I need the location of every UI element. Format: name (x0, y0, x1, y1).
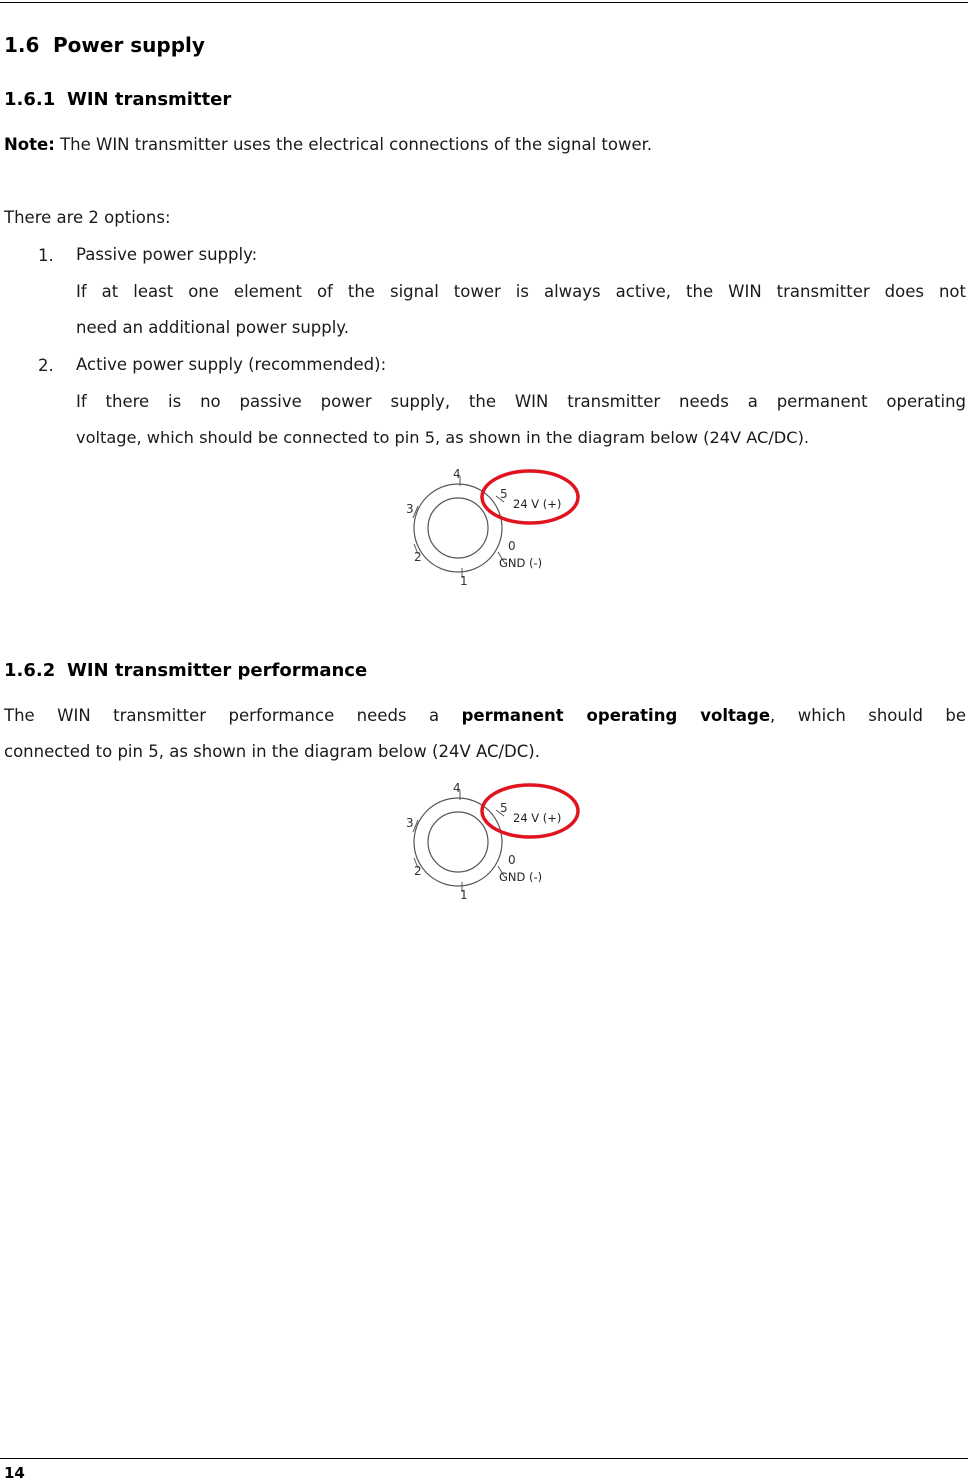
bottom-rule (0, 1458, 968, 1459)
pin-5-voltage-label: 24 V (+) (513, 811, 562, 825)
pin-label-3: 3 (406, 816, 414, 830)
pin-label-4: 4 (453, 781, 461, 795)
pin-label-0: 0 (508, 853, 516, 867)
subsection-heading-win-transmitter: 1.6.1 WIN transmitter (4, 89, 232, 110)
pin-label-4: 4 (453, 467, 461, 481)
pin-label-2: 2 (414, 864, 422, 878)
connector-outer-ring (414, 798, 502, 886)
pin-diagram-2 (400, 776, 585, 908)
list-number-1: 1. (38, 246, 54, 265)
pin-label-0: 0 (508, 539, 516, 553)
pin-diagram-1 (400, 462, 585, 594)
pin-label-5: 5 (500, 487, 508, 501)
list-number-2: 2. (38, 356, 54, 375)
section-heading: 1.6 Power supply (4, 33, 205, 57)
list-item-2-line1: If there is no passive power supply, the WIN transmitter needs a permanent operating (76, 392, 966, 411)
performance-paragraph-line2: connected to pin 5, as shown in the diagram below (24V AC/DC). (4, 742, 540, 761)
pin-diagram-svg (400, 462, 585, 594)
gnd-label: GND (-) (499, 556, 543, 570)
pin-5-voltage-label: 24 V (+) (513, 497, 562, 511)
list-item-2-title: Active power supply (recommended): (76, 355, 387, 374)
gnd-label: GND (-) (499, 870, 543, 884)
subsection-heading-win-transmitter-performance: 1.6.2 WIN transmitter performance (4, 660, 368, 681)
pin-label-1: 1 (460, 888, 468, 902)
list-item-1-title: Passive power supply: (76, 245, 258, 264)
list-item-2-line2: voltage, which should be connected to pin 5, as shown in the diagram below (24V AC/DC). (76, 428, 810, 447)
pin-label-5: 5 (500, 801, 508, 815)
connector-inner-ring (428, 812, 488, 872)
pin-label-3: 3 (406, 502, 414, 516)
performance-paragraph-line1: The WIN transmitter performance needs a permanent operating voltage, which should be (4, 706, 967, 725)
connector-inner-ring (428, 498, 488, 558)
options-intro: There are 2 options: (4, 208, 171, 227)
pin-label-2: 2 (414, 550, 422, 564)
page-number: 14 (4, 1464, 25, 1482)
pin-label-1: 1 (460, 574, 468, 588)
pin-diagram-svg (400, 776, 585, 908)
note-paragraph: Note: The WIN transmitter uses the electrical connections of the signal tower. (4, 135, 653, 154)
list-item-1-line2: need an additional power supply. (76, 318, 349, 337)
list-item-1-line1: If at least one element of the signal tower is always active, the WIN transmitter does not (76, 282, 966, 301)
top-rule (0, 2, 968, 3)
connector-outer-ring (414, 484, 502, 572)
